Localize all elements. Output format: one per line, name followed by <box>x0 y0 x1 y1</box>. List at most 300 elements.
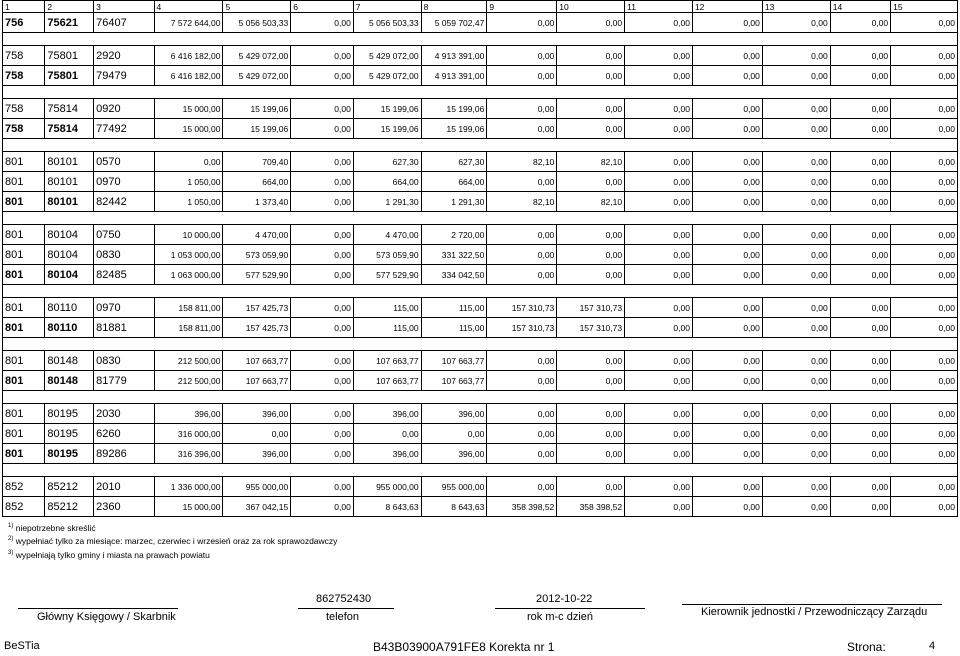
footnote: $^{3)}$ wypełniają tylko gminy i miasta na prawach powiatu <box>8 549 210 560</box>
table-cell: 0,00 <box>891 424 958 444</box>
footnote: $^{1)}$ niepotrzebne skreślić <box>8 522 96 533</box>
table-cell: 0,00 <box>625 13 693 33</box>
table-cell: 115,00 <box>421 318 487 338</box>
signature-line <box>18 608 178 609</box>
table-cell: 0,00 <box>487 351 557 371</box>
table-cell: 0,00 <box>557 351 625 371</box>
table-row <box>3 424 958 444</box>
table-cell: 358 398,52 <box>487 497 557 517</box>
chief-accountant-label: Główny Księgowy / Skarbnik <box>37 611 176 623</box>
table-cell: 0830 <box>94 351 154 371</box>
table-cell: 0,00 <box>487 404 557 424</box>
table-cell: 0,00 <box>487 13 557 33</box>
table-cell: 81779 <box>94 371 154 391</box>
table-cell: 76407 <box>94 13 154 33</box>
table-cell: 15 199,06 <box>353 99 421 119</box>
table-cell: 0,00 <box>891 404 958 424</box>
table-cell: 0,00 <box>762 477 830 497</box>
table-cell: 0,00 <box>625 245 693 265</box>
column-number: 2 <box>45 1 94 13</box>
table-cell: 6 416 182,00 <box>154 66 223 86</box>
spacer-cell <box>3 285 958 298</box>
table-cell: 627,30 <box>353 152 421 172</box>
table-cell: 158 811,00 <box>154 318 223 338</box>
table-cell: 1 291,30 <box>353 192 421 212</box>
table-cell: 0,00 <box>830 192 890 212</box>
column-number: 13 <box>762 1 830 13</box>
table-cell: 2010 <box>94 477 154 497</box>
table-cell: 0,00 <box>692 298 762 318</box>
table-cell: 0,00 <box>891 66 958 86</box>
table-cell: 8 643,63 <box>421 497 487 517</box>
table-cell: 0,00 <box>830 119 890 139</box>
table-cell: 0,00 <box>762 424 830 444</box>
table-cell: 1 053 000,00 <box>154 245 223 265</box>
table-cell: 0,00 <box>487 245 557 265</box>
table-cell: 0,00 <box>625 66 693 86</box>
table-cell: 4 470,00 <box>223 225 291 245</box>
table-cell: 0,00 <box>830 298 890 318</box>
spacer-cell <box>3 33 958 46</box>
table-row <box>3 245 958 265</box>
table-cell: 0,00 <box>692 119 762 139</box>
table-row <box>3 225 958 245</box>
header-row <box>3 1 958 13</box>
table-cell: 0,00 <box>487 99 557 119</box>
table-cell: 0,00 <box>557 424 625 444</box>
table-cell: 955 000,00 <box>223 477 291 497</box>
table-cell: 0,00 <box>762 265 830 285</box>
table-cell: 0,00 <box>291 265 354 285</box>
table-cell: 573 059,90 <box>223 245 291 265</box>
table-cell: 0,00 <box>692 371 762 391</box>
table-row <box>3 298 958 318</box>
table-cell: 955 000,00 <box>353 477 421 497</box>
table-cell: 801 <box>3 371 45 391</box>
table-cell: 396,00 <box>421 404 487 424</box>
table-cell: 331 322,50 <box>421 245 487 265</box>
table-cell: 75621 <box>45 13 94 33</box>
footer-left: BeSTia <box>4 640 40 652</box>
table-cell: 75801 <box>45 66 94 86</box>
head-label: Kierownik jednostki / Przewodniczący Zarządu <box>701 606 928 618</box>
table-cell: 0,00 <box>557 66 625 86</box>
table-row <box>3 66 958 86</box>
table-cell: 0,00 <box>830 152 890 172</box>
table-cell: 4 470,00 <box>353 225 421 245</box>
column-number: 15 <box>891 1 958 13</box>
table-cell: 0,00 <box>625 119 693 139</box>
table-cell: 80110 <box>45 318 94 338</box>
table-cell: 664,00 <box>421 172 487 192</box>
table-cell: 0,00 <box>487 172 557 192</box>
table-cell: 5 429 072,00 <box>353 66 421 86</box>
table-cell: 396,00 <box>353 444 421 464</box>
table-cell: 15 199,06 <box>223 119 291 139</box>
spacer-row <box>3 139 958 152</box>
table-cell: 0,00 <box>487 46 557 66</box>
table-cell: 0,00 <box>557 265 625 285</box>
table-cell: 79479 <box>94 66 154 86</box>
table-cell: 1 063 000,00 <box>154 265 223 285</box>
table-cell: 85212 <box>45 497 94 517</box>
table-cell: 0,00 <box>692 46 762 66</box>
spacer-cell <box>3 391 958 404</box>
spacer-row <box>3 391 958 404</box>
table-cell: 334 042,50 <box>421 265 487 285</box>
table-cell: 0,00 <box>891 152 958 172</box>
table-cell: 0,00 <box>830 225 890 245</box>
table-cell: 0,00 <box>692 497 762 517</box>
table-cell: 0,00 <box>762 298 830 318</box>
table-cell: 0,00 <box>625 318 693 338</box>
spacer-row <box>3 464 958 477</box>
table-cell: 758 <box>3 66 45 86</box>
column-number: 12 <box>692 1 762 13</box>
table-cell: 0,00 <box>762 404 830 424</box>
column-number: 8 <box>421 1 487 13</box>
table-cell: 0,00 <box>891 318 958 338</box>
head-signature-line <box>682 604 942 605</box>
table-cell: 573 059,90 <box>353 245 421 265</box>
table-row <box>3 119 958 139</box>
table-cell: 212 500,00 <box>154 351 223 371</box>
table-cell: 2 720,00 <box>421 225 487 245</box>
table-row <box>3 265 958 285</box>
column-number: 1 <box>3 1 45 13</box>
table-cell: 0,00 <box>291 477 354 497</box>
table-cell: 0,00 <box>830 265 890 285</box>
table-cell: 801 <box>3 318 45 338</box>
table-cell: 0570 <box>94 152 154 172</box>
table-cell: 0,00 <box>830 351 890 371</box>
table-cell: 0,00 <box>891 119 958 139</box>
table-cell: 0,00 <box>625 424 693 444</box>
table-cell: 801 <box>3 245 45 265</box>
table-cell: 1 050,00 <box>154 192 223 212</box>
table-cell: 0,00 <box>487 424 557 444</box>
table-cell: 0,00 <box>830 404 890 424</box>
table-cell: 5 059 702,47 <box>421 13 487 33</box>
footer-page-number: 4 <box>929 640 936 652</box>
table-cell: 75801 <box>45 46 94 66</box>
table-cell: 0,00 <box>625 265 693 285</box>
spacer-cell <box>3 338 958 351</box>
table-cell: 0,00 <box>291 99 354 119</box>
table-cell: 0,00 <box>421 424 487 444</box>
table-cell: 80148 <box>45 371 94 391</box>
date-label: rok m-c dzień <box>527 611 594 623</box>
table-cell: 0,00 <box>891 444 958 464</box>
table-cell: 15 199,06 <box>421 99 487 119</box>
table-cell: 852 <box>3 477 45 497</box>
table-cell: 0,00 <box>891 298 958 318</box>
table-cell: 0,00 <box>291 298 354 318</box>
table-cell: 0750 <box>94 225 154 245</box>
table-cell: 955 000,00 <box>421 477 487 497</box>
table-cell: 0830 <box>94 245 154 265</box>
table-cell: 10 000,00 <box>154 225 223 245</box>
phone-line <box>298 608 394 609</box>
table-cell: 0,00 <box>625 99 693 119</box>
table-cell: 0,00 <box>762 318 830 338</box>
spacer-cell <box>3 464 958 477</box>
table-cell: 82442 <box>94 192 154 212</box>
table-row <box>3 497 958 517</box>
table-cell: 1 291,30 <box>421 192 487 212</box>
table-cell: 80104 <box>45 245 94 265</box>
table-cell: 0,00 <box>154 152 223 172</box>
table-cell: 0,00 <box>291 444 354 464</box>
table-cell: 758 <box>3 99 45 119</box>
table-cell: 2920 <box>94 46 154 66</box>
table-cell: 80195 <box>45 404 94 424</box>
report-table <box>2 0 958 517</box>
table-cell: 0,00 <box>830 424 890 444</box>
table-cell: 801 <box>3 152 45 172</box>
date-line <box>495 608 645 609</box>
table-cell: 0,00 <box>762 119 830 139</box>
table-cell: 2030 <box>94 404 154 424</box>
table-cell: 0,00 <box>291 351 354 371</box>
table-cell: 316 000,00 <box>154 424 223 444</box>
footer-center: B43B03900A791FE8 Korekta nr 1 <box>373 640 555 654</box>
table-cell: 801 <box>3 192 45 212</box>
table-cell: 15 000,00 <box>154 99 223 119</box>
table-cell: 0,00 <box>487 371 557 391</box>
table-cell: 0,00 <box>487 66 557 86</box>
table-row <box>3 172 958 192</box>
table-cell: 157 425,73 <box>223 298 291 318</box>
table-cell: 0,00 <box>692 13 762 33</box>
table-cell: 709,40 <box>223 152 291 172</box>
table-cell: 107 663,77 <box>421 371 487 391</box>
table-cell: 0,00 <box>692 265 762 285</box>
table-cell: 0,00 <box>891 13 958 33</box>
table-cell: 6260 <box>94 424 154 444</box>
table-cell: 0,00 <box>692 66 762 86</box>
table-cell: 80101 <box>45 152 94 172</box>
footer-page-label: Strona: <box>847 640 886 654</box>
footnote: $^{2)}$ wypełniać tylko za miesiące: marzec, czerwiec i wrzesień oraz za rok sprawozdawczy <box>8 536 338 547</box>
table-cell: 0,00 <box>830 497 890 517</box>
table-cell: 0,00 <box>692 318 762 338</box>
table-cell: 107 663,77 <box>353 371 421 391</box>
table-cell: 0,00 <box>487 444 557 464</box>
table-cell: 0,00 <box>692 477 762 497</box>
table-cell: 15 199,06 <box>421 119 487 139</box>
table-cell: 0,00 <box>762 13 830 33</box>
table-cell: 0,00 <box>291 497 354 517</box>
table-cell: 0,00 <box>891 192 958 212</box>
table-cell: 801 <box>3 298 45 318</box>
table-cell: 0,00 <box>762 351 830 371</box>
table-cell: 0,00 <box>891 245 958 265</box>
table-cell: 0,00 <box>557 477 625 497</box>
table-cell: 0,00 <box>891 46 958 66</box>
table-cell: 0,00 <box>625 351 693 371</box>
table-cell: 756 <box>3 13 45 33</box>
table-cell: 77492 <box>94 119 154 139</box>
table-cell: 396,00 <box>353 404 421 424</box>
table-cell: 0,00 <box>557 404 625 424</box>
table-cell: 0,00 <box>291 245 354 265</box>
table-cell: 107 663,77 <box>353 351 421 371</box>
table-cell: 801 <box>3 404 45 424</box>
spacer-cell <box>3 139 958 152</box>
table-cell: 5 429 072,00 <box>223 66 291 86</box>
table-cell: 396,00 <box>223 444 291 464</box>
table-cell: 0,00 <box>830 245 890 265</box>
table-cell: 0,00 <box>762 192 830 212</box>
table-cell: 0,00 <box>762 99 830 119</box>
table-cell: 0,00 <box>830 371 890 391</box>
table-cell: 0,00 <box>557 444 625 464</box>
table-cell: 0,00 <box>557 46 625 66</box>
table-cell: 801 <box>3 351 45 371</box>
table-row <box>3 351 958 371</box>
table-cell: 0,00 <box>557 119 625 139</box>
table-cell: 80101 <box>45 192 94 212</box>
table-cell: 758 <box>3 119 45 139</box>
table-row <box>3 99 958 119</box>
table-cell: 358 398,52 <box>557 497 625 517</box>
table-cell: 6 416 182,00 <box>154 46 223 66</box>
spacer-row <box>3 86 958 99</box>
table-cell: 367 042,15 <box>223 497 291 517</box>
table-cell: 0,00 <box>291 66 354 86</box>
table-cell: 8 643,63 <box>353 497 421 517</box>
table-cell: 0,00 <box>830 46 890 66</box>
table-cell: 0,00 <box>830 444 890 464</box>
table-cell: 0,00 <box>557 13 625 33</box>
table-cell: 0,00 <box>625 46 693 66</box>
table-cell: 0,00 <box>625 298 693 318</box>
table-cell: 0,00 <box>692 152 762 172</box>
table-cell: 0,00 <box>223 424 291 444</box>
table-cell: 0,00 <box>830 172 890 192</box>
table-cell: 0,00 <box>291 371 354 391</box>
column-number: 7 <box>353 1 421 13</box>
table-cell: 0,00 <box>891 497 958 517</box>
table-cell: 158 811,00 <box>154 298 223 318</box>
table-cell: 0,00 <box>487 477 557 497</box>
table-cell: 801 <box>3 265 45 285</box>
table-cell: 0,00 <box>762 152 830 172</box>
table-cell: 80104 <box>45 265 94 285</box>
table-cell: 801 <box>3 225 45 245</box>
table-cell: 5 429 072,00 <box>353 46 421 66</box>
table-cell: 82485 <box>94 265 154 285</box>
column-number: 6 <box>291 1 354 13</box>
table-cell: 80110 <box>45 298 94 318</box>
table-cell: 0,00 <box>487 225 557 245</box>
table-cell: 80101 <box>45 172 94 192</box>
table-cell: 0,00 <box>692 172 762 192</box>
column-number: 10 <box>557 1 625 13</box>
table-cell: 0970 <box>94 172 154 192</box>
table-cell: 0,00 <box>692 99 762 119</box>
footnotes <box>8 521 337 561</box>
table-cell: 15 199,06 <box>353 119 421 139</box>
table-cell: 316 396,00 <box>154 444 223 464</box>
table-row <box>3 371 958 391</box>
table-cell: 107 663,77 <box>223 371 291 391</box>
table-cell: 0,00 <box>891 351 958 371</box>
table-cell: 0,00 <box>762 245 830 265</box>
table-row <box>3 13 958 33</box>
table-cell: 107 663,77 <box>421 351 487 371</box>
table-cell: 0,00 <box>291 318 354 338</box>
table-cell: 0,00 <box>291 172 354 192</box>
table-cell: 0,00 <box>762 497 830 517</box>
table-cell: 0,00 <box>625 172 693 192</box>
table-cell: 0,00 <box>487 265 557 285</box>
table-cell: 577 529,90 <box>223 265 291 285</box>
table-cell: 664,00 <box>353 172 421 192</box>
table-cell: 801 <box>3 172 45 192</box>
table-cell: 115,00 <box>421 298 487 318</box>
table-cell: 0,00 <box>891 172 958 192</box>
spacer-row <box>3 33 958 46</box>
table-cell: 0,00 <box>692 192 762 212</box>
table-cell: 2360 <box>94 497 154 517</box>
table-cell: 577 529,90 <box>353 265 421 285</box>
table-cell: 0,00 <box>891 477 958 497</box>
table-cell: 0,00 <box>291 152 354 172</box>
table-cell: 627,30 <box>421 152 487 172</box>
table-cell: 212 500,00 <box>154 371 223 391</box>
column-number: 11 <box>625 1 693 13</box>
table-row <box>3 318 958 338</box>
table-cell: 801 <box>3 444 45 464</box>
table-row <box>3 444 958 464</box>
table-row <box>3 192 958 212</box>
table-cell: 89286 <box>94 444 154 464</box>
table-cell: 0,00 <box>891 99 958 119</box>
table-cell: 0,00 <box>625 225 693 245</box>
table-cell: 0920 <box>94 99 154 119</box>
table-cell: 157 310,73 <box>557 298 625 318</box>
table-cell: 1 336 000,00 <box>154 477 223 497</box>
table-cell: 0,00 <box>625 497 693 517</box>
table-cell: 0,00 <box>692 225 762 245</box>
table-cell: 0,00 <box>291 119 354 139</box>
table-cell: 0,00 <box>830 477 890 497</box>
spacer-row <box>3 285 958 298</box>
table-cell: 0,00 <box>692 245 762 265</box>
table-cell: 0,00 <box>291 424 354 444</box>
column-number: 9 <box>487 1 557 13</box>
table-cell: 0,00 <box>762 66 830 86</box>
table-cell: 396,00 <box>223 404 291 424</box>
table-cell: 0,00 <box>625 152 693 172</box>
table-cell: 157 425,73 <box>223 318 291 338</box>
table-cell: 81881 <box>94 318 154 338</box>
table-cell: 0,00 <box>692 424 762 444</box>
table-cell: 852 <box>3 497 45 517</box>
table-cell: 0,00 <box>291 46 354 66</box>
table-cell: 0,00 <box>692 351 762 371</box>
table-cell: 0970 <box>94 298 154 318</box>
table-cell: 0,00 <box>830 13 890 33</box>
table-cell: 0,00 <box>762 371 830 391</box>
table-cell: 5 056 503,33 <box>353 13 421 33</box>
table-cell: 0,00 <box>692 444 762 464</box>
table-cell: 396,00 <box>154 404 223 424</box>
table-cell: 0,00 <box>762 225 830 245</box>
table-cell: 664,00 <box>223 172 291 192</box>
